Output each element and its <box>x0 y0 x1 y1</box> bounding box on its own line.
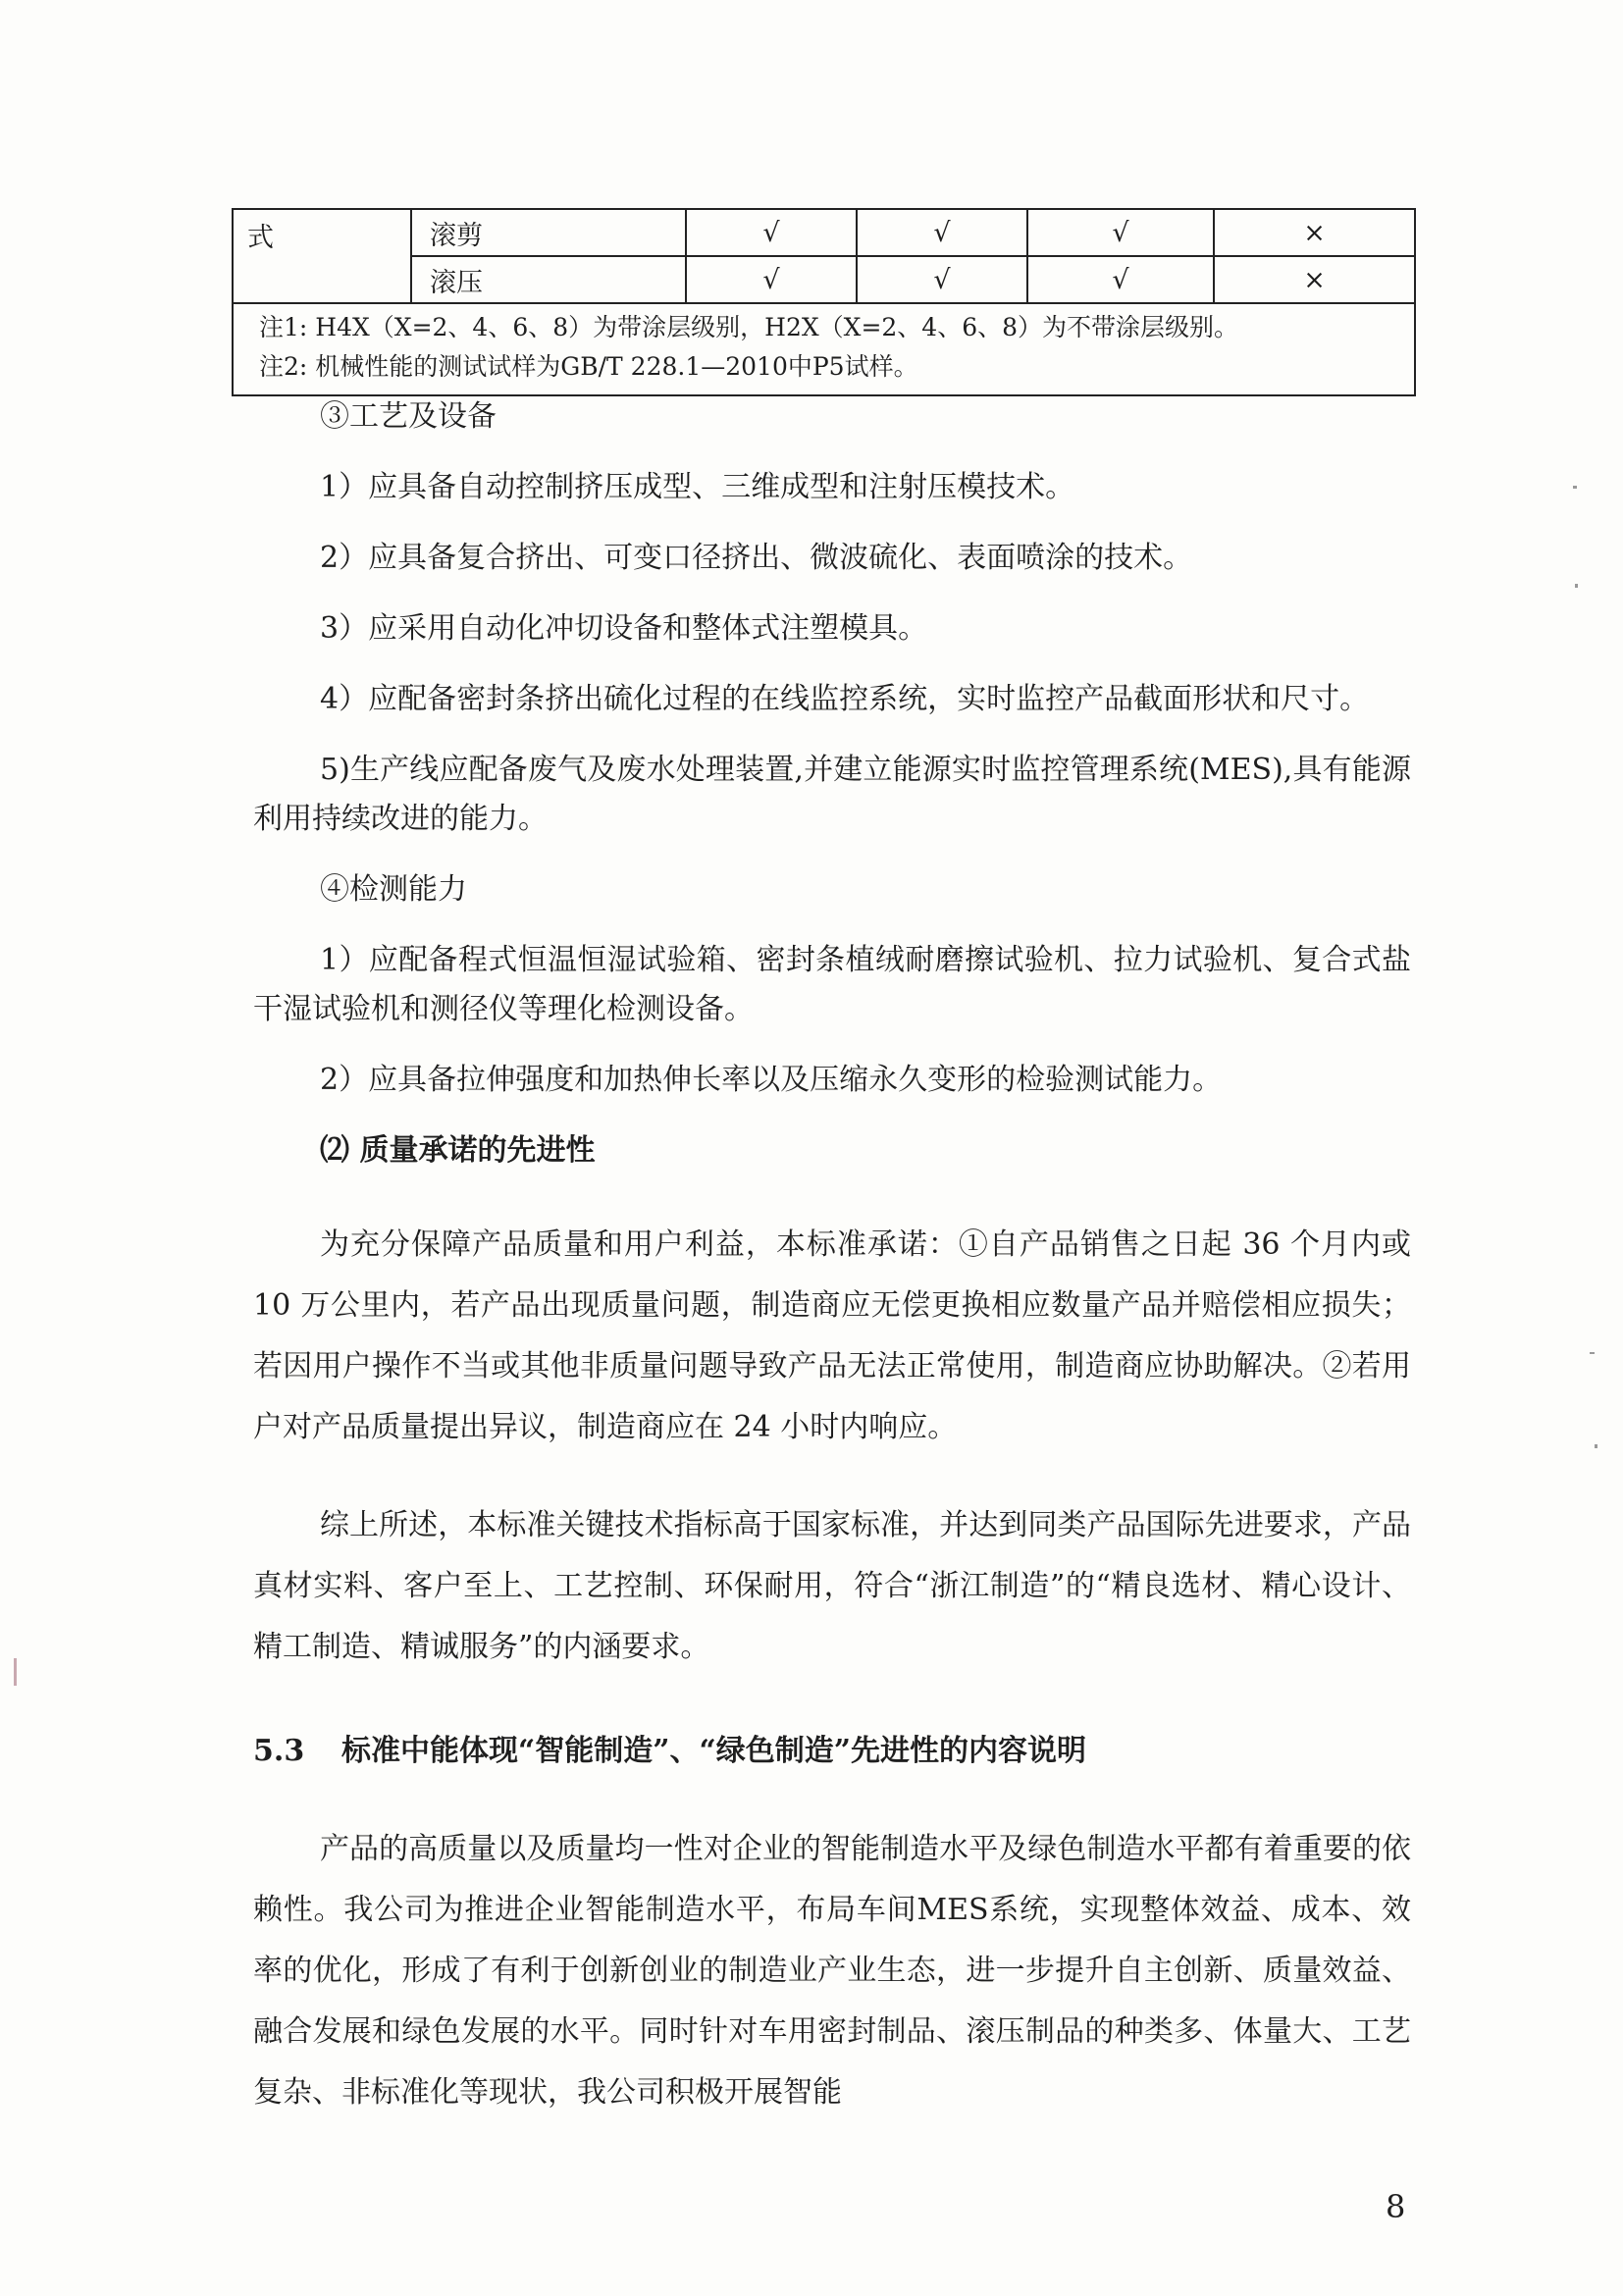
table-cell-mark: √ <box>686 256 857 303</box>
subheading-testing: ④检测能力 <box>320 872 467 907</box>
table-cell-mark: √ <box>686 209 857 256</box>
summary-paragraph: 综上所述，本标准关键技术指标高于国家标准，并达到同类产品国际先进要求，产品真材实料、客户至上、工艺控制、环保耐用，符合“浙江制造”的“精良选材、精心设计、精工制造、精诚服务”的内涵要求。 <box>253 1508 1411 1664</box>
table-cell-group: 式 <box>233 209 411 303</box>
spec-table <box>232 208 1416 396</box>
table-row <box>233 209 1415 256</box>
scan-speck <box>1575 584 1578 588</box>
page-number: 8 <box>1386 2188 1406 2225</box>
body-text <box>253 392 1411 2123</box>
table-note: 注1: H4X（X=2、4、6、8）为带涂层级别，H2X（X=2、4、6、8）为不带涂层级别。 <box>259 313 1239 341</box>
section-paragraph: 产品的高质量以及质量均一性对企业的智能制造水平及绿色制造水平都有着重要的依赖性。我公司为推进企业智能制造水平，布局车间MES系统，实现整体效益、成本、效率的优化，形成了有利于创新创业的制造业产业生态，进一步提升自主创新、质量效益、融合发展和绿色发展的水平。同时针对车用密封制品、滚压制品的种类多、体量大、工艺复杂、非标准化等现状，我公司积极开展智能 <box>253 1832 1411 2110</box>
table-cell-name: 滚剪 <box>411 209 686 256</box>
quality-paragraph: 为充分保障产品质量和用户利益，本标准承诺：①自产品销售之日起 36 个月内或 10 万公里内，若产品出现质量问题，制造商应无偿更换相应数量产品并赔偿相应损失；若因用户操作不当或其他非质量问题导致产品无法正常使用，制造商应协助解决。②若用户对产品质量提出异议，制造商应在 24 小时内响应。 <box>253 1227 1411 1444</box>
craft-item: 4）应配备密封条挤出硫化过程的在线监控系统，实时监控产品截面形状和尺寸。 <box>320 682 1370 716</box>
scan-speck <box>1595 1444 1597 1448</box>
subheading-quality: ⑵ 质量承诺的先进性 <box>320 1133 596 1168</box>
test-item: 1）应配备程式恒温恒湿试验箱、密封条植绒耐磨擦试验机、拉力试验机、复合式盐干湿试验机和测径仪等理化检测设备。 <box>253 943 1411 1026</box>
scan-speck <box>1573 486 1577 489</box>
table-cell-mark: × <box>1214 209 1415 256</box>
section-number: 5.3 <box>253 1734 305 1768</box>
table-cell-mark: √ <box>1027 256 1214 303</box>
table-note: 注2: 机械性能的测试试样为GB/T 228.1—2010中P5试样。 <box>259 352 918 381</box>
craft-item: 2）应具备复合挤出、可变口径挤出、微波硫化、表面喷涂的技术。 <box>320 541 1193 575</box>
subheading-craft: ③工艺及设备 <box>320 399 497 434</box>
craft-item: 1）应具备自动控制挤压成型、三维成型和注射压模技术。 <box>320 470 1075 504</box>
test-item: 2）应具备拉伸强度和加热伸长率以及压缩永久变形的检验测试能力。 <box>320 1063 1223 1097</box>
scan-edge-mark <box>14 1658 17 1686</box>
table-cell-mark: × <box>1214 256 1415 303</box>
section-title: 标准中能体现“智能制造”、“绿色制造”先进性的内容说明 <box>341 1734 1087 1768</box>
table-cell-mark: √ <box>1027 209 1214 256</box>
craft-item: 5)生产线应配备废气及废水处理装置,并建立能源实时监控管理系统(MES),具有能源利用持续改进的能力。 <box>253 753 1411 836</box>
table-cell-name: 滚压 <box>411 256 686 303</box>
section-heading <box>253 1727 1411 1776</box>
craft-item: 3）应采用自动化冲切设备和整体式注塑模具。 <box>320 611 928 646</box>
table-cell-mark: √ <box>857 256 1027 303</box>
table-notes-row <box>233 303 1415 395</box>
scan-speck <box>1590 1352 1595 1354</box>
table-notes <box>233 303 1415 395</box>
table-cell-mark: √ <box>857 209 1027 256</box>
